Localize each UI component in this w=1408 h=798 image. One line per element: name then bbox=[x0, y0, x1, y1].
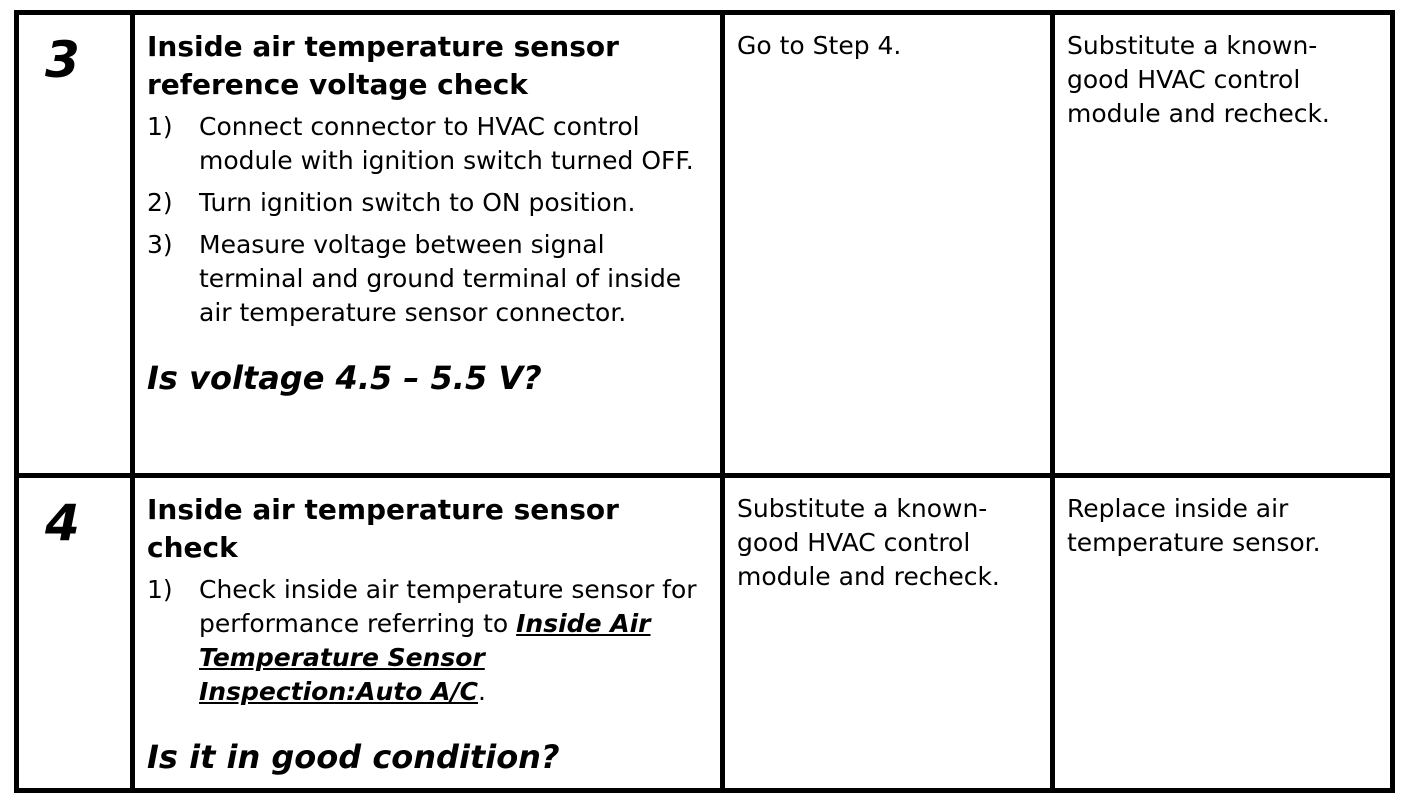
procedure-text: Connect connector to HVAC control module with ignition switch turned OFF. bbox=[199, 112, 694, 175]
step-title: Inside air temperature sensor reference voltage check bbox=[147, 30, 619, 101]
step-row-3 bbox=[17, 13, 1393, 476]
step-question: Is voltage 4.5 – 5.5 V? bbox=[147, 359, 542, 397]
procedure-text: Turn ignition switch to ON position. bbox=[199, 188, 636, 217]
procedure-text: Check inside air temperature sensor for performance referring to bbox=[199, 575, 697, 638]
yes-result-text: Go to Step 4. bbox=[737, 31, 902, 60]
step-row-4 bbox=[17, 476, 1393, 791]
procedure-text: Measure voltage between signal terminal and ground terminal of inside air temperature sensor connector. bbox=[199, 230, 682, 327]
step-number-cell bbox=[17, 13, 133, 476]
procedure-marker: 2) bbox=[147, 188, 173, 217]
procedure-item bbox=[147, 186, 708, 220]
no-result-text: Substitute a known-good HVAC control module and recheck. bbox=[1067, 31, 1330, 128]
troubleshooting-table bbox=[14, 10, 1395, 793]
step-number: 4 bbox=[45, 494, 80, 552]
yes-result-text: Substitute a known-good HVAC control module and recheck. bbox=[737, 494, 1000, 591]
step-number: 3 bbox=[45, 31, 80, 89]
step-action-cell bbox=[133, 476, 723, 791]
inspection-reference-link[interactable]: Inside Air Temperature Sensor Inspection:Auto A/C bbox=[199, 609, 651, 706]
procedure-item bbox=[147, 228, 708, 330]
yes-result-cell bbox=[723, 476, 1053, 791]
procedure-marker: 1) bbox=[147, 575, 173, 604]
procedure-list bbox=[147, 110, 708, 330]
procedure-marker: 3) bbox=[147, 230, 173, 259]
step-title: Inside air temperature sensor check bbox=[147, 493, 619, 564]
step-action-cell bbox=[133, 13, 723, 476]
no-result-cell bbox=[1053, 13, 1393, 476]
procedure-marker: 1) bbox=[147, 112, 173, 141]
no-result-text: Replace inside air temperature sensor. bbox=[1067, 494, 1321, 557]
procedure-item bbox=[147, 110, 708, 178]
step-question: Is it in good condition? bbox=[147, 738, 560, 776]
procedure-text-end: . bbox=[477, 677, 486, 706]
step-number-cell bbox=[17, 476, 133, 791]
procedure-list bbox=[147, 573, 708, 709]
yes-result-cell bbox=[723, 13, 1053, 476]
no-result-cell bbox=[1053, 476, 1393, 791]
procedure-item bbox=[147, 573, 708, 709]
